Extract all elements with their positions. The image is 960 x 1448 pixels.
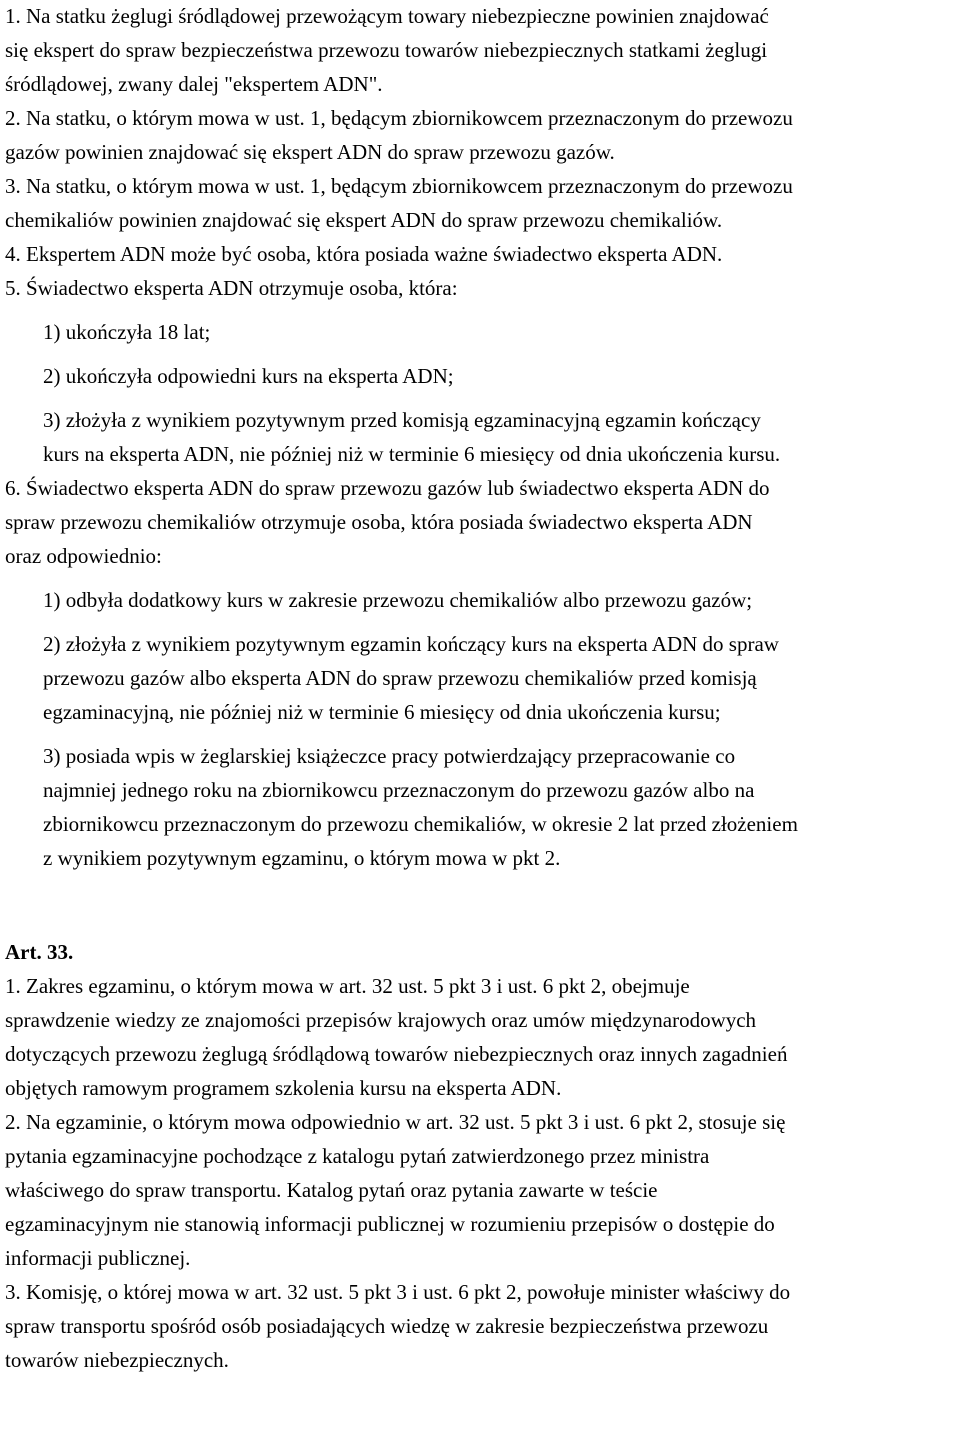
art32-par3-line1: 3. Na statku, o którym mowa w ust. 1, będącym zbiornikowcem przeznaczonym do przewozu	[5, 174, 793, 198]
art32-par5-point3-line2: kurs na eksperta ADN, nie później niż w terminie 6 miesięcy od dnia ukończenia kursu.	[43, 442, 781, 466]
art32-par6-point3-line2: najmniej jednego roku na zbiornikowcu przeznaczonym do przewozu gazów albo na	[43, 778, 755, 802]
art32-par6-point2-line3: egzaminacyjną, nie później niż w terminie 6 miesięcy od dnia ukończenia kursu;	[43, 700, 721, 724]
art32-par5-point1: 1) ukończyła 18 lat;	[43, 320, 211, 344]
art33-par1-line3: dotyczących przewozu żeglugą śródlądową towarów niebezpiecznych oraz innych zagadnień	[5, 1042, 788, 1066]
art33-par1-line2: sprawdzenie wiedzy ze znajomości przepisów krajowych oraz umów międzynarodowych	[5, 1008, 757, 1032]
art33-par2-line3: właściwego do spraw transportu. Katalog pytań oraz pytania zawarte w teście	[5, 1178, 658, 1202]
art32-par6-point3-line1: 3) posiada wpis w żeglarskiej książeczce pracy potwierdzający przepracowanie co	[43, 744, 736, 768]
art33-par2-line4: egzaminacyjnym nie stanowią informacji publicznej w rozumieniu przepisów o dostępie do	[5, 1212, 775, 1236]
art32-par6-point3-line4: z wynikiem pozytywnym egzaminu, o którym mowa w pkt 2.	[43, 846, 561, 870]
art32-par6-point3-line3: zbiornikowcu przeznaczonym do przewozu chemikaliów, w okresie 2 lat przed złożeniem	[43, 812, 798, 836]
art33-par2-line1: 2. Na egzaminie, o którym mowa odpowiednio w art. 32 ust. 5 pkt 3 i ust. 6 pkt 2, stosuje się	[5, 1110, 786, 1134]
art32-par1-line3: śródlądowej, zwany dalej "ekspertem ADN".	[5, 72, 383, 96]
art32-par4: 4. Ekspertem ADN może być osoba, która posiada ważne świadectwo eksperta ADN.	[5, 242, 723, 266]
art32-par6-point2-line1: 2) złożyła z wynikiem pozytywnym egzamin kończący kurs na eksperta ADN do spraw	[43, 632, 779, 656]
art33-par1-line1: 1. Zakres egzaminu, o którym mowa w art. 32 ust. 5 pkt 3 i ust. 6 pkt 2, obejmuje	[5, 974, 690, 998]
art33-par1-line4: objętych ramowym programem szkolenia kursu na eksperta ADN.	[5, 1076, 562, 1100]
art32-par3-line2: chemikaliów powinien znajdować się ekspert ADN do spraw przewozu chemikaliów.	[5, 208, 723, 232]
art33-par2-line5: informacji publicznej.	[5, 1246, 191, 1270]
art32-par1-line1: 1. Na statku żeglugi śródlądowej przewożącym towary niebezpieczne powinien znajdować	[5, 4, 769, 28]
art32-par5-point3-line1: 3) złożyła z wynikiem pozytywnym przed komisją egzaminacyjną egzamin kończący	[43, 408, 761, 432]
art32-par6-line1: 6. Świadectwo eksperta ADN do spraw przewozu gazów lub świadectwo eksperta ADN do	[5, 476, 770, 500]
art32-par6-line2: spraw przewozu chemikaliów otrzymuje osoba, która posiada świadectwo eksperta ADN	[5, 510, 753, 534]
art32-par2-line1: 2. Na statku, o którym mowa w ust. 1, będącym zbiornikowcem przeznaczonym do przewozu	[5, 106, 793, 130]
art33-par2-line2: pytania egzaminacyjne pochodzące z katalogu pytań zatwierdzonego przez ministra	[5, 1144, 710, 1168]
art32-par5-intro: 5. Świadectwo eksperta ADN otrzymuje osoba, która:	[5, 276, 458, 300]
art33-par3-line3: towarów niebezpiecznych.	[5, 1348, 229, 1372]
art32-par6-point2-line2: przewozu gazów albo eksperta ADN do spraw przewozu chemikaliów przed komisją	[43, 666, 757, 690]
art32-par6-line3: oraz odpowiednio:	[5, 544, 162, 568]
art32-par5-point2: 2) ukończyła odpowiedni kurs na eksperta ADN;	[43, 364, 454, 388]
art33-par3-line2: spraw transportu spośród osób posiadających wiedzę w zakresie bezpieczeństwa przewozu	[5, 1314, 769, 1338]
art32-par2-line2: gazów powinien znajdować się ekspert ADN do spraw przewozu gazów.	[5, 140, 615, 164]
art32-par1-line2: się ekspert do spraw bezpieczeństwa przewozu towarów niebezpiecznych statkami żeglugi	[5, 38, 768, 62]
article-33-heading: Art. 33.	[5, 940, 74, 964]
art33-par3-line1: 3. Komisję, o której mowa w art. 32 ust. 5 pkt 3 i ust. 6 pkt 2, powołuje minister właściwy do	[5, 1280, 791, 1304]
art32-par6-point1: 1) odbyła dodatkowy kurs w zakresie przewozu chemikaliów albo przewozu gazów;	[43, 588, 753, 612]
